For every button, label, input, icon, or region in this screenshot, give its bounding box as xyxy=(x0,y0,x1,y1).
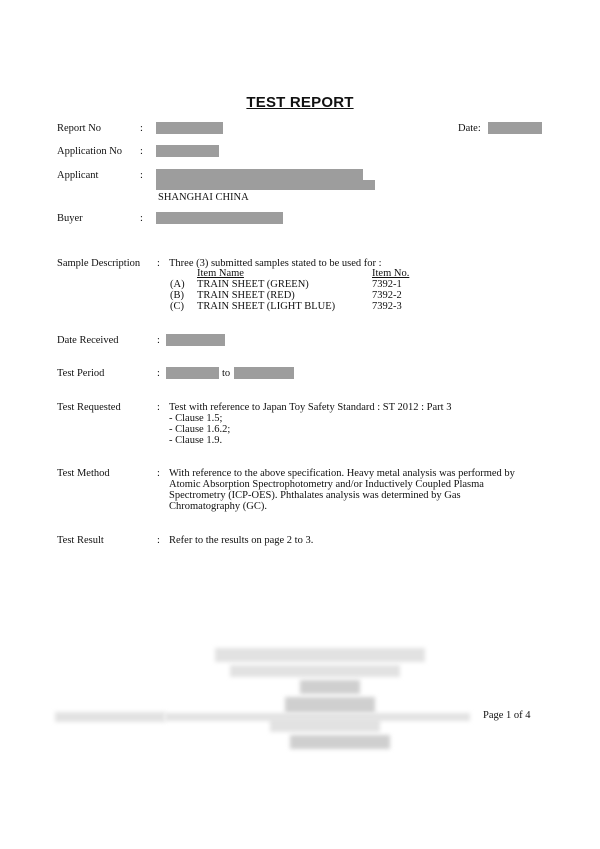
test-period-label: Test Period xyxy=(57,368,105,379)
test-requested-label: Test Requested xyxy=(57,402,121,413)
page-indicator: Page 1 of 4 xyxy=(483,710,531,721)
date-label: Date: xyxy=(458,123,481,134)
clause: - Clause 1.6.2; xyxy=(169,424,231,435)
test-requested-text: Test with reference to Japan Toy Safety Standard : ST 2012 : Part 3 xyxy=(169,402,452,413)
test-period-to: to xyxy=(222,368,231,379)
item-letter: (A) xyxy=(170,279,185,290)
test-method-line: With reference to the above specification. Heavy metal analysis was performed by xyxy=(169,468,515,479)
colon: : xyxy=(157,468,160,479)
test-method-label: Test Method xyxy=(57,468,110,479)
application-no-label: Application No xyxy=(57,146,123,157)
redacted-application-no xyxy=(156,145,219,157)
applicant-label: Applicant xyxy=(57,170,99,181)
clause: - Clause 1.5; xyxy=(169,413,223,424)
sample-description-label: Sample Description xyxy=(57,258,141,269)
applicant-city: SHANGHAI CHINA xyxy=(158,192,249,203)
redacted-applicant-name xyxy=(156,169,363,180)
test-method-line: Atomic Absorption Spectrophotometry and/or Inductively Coupled Plasma xyxy=(169,479,484,490)
sample-description-intro: Three (3) submitted samples stated to be used for : xyxy=(169,258,382,269)
item-name: TRAIN SHEET (GREEN) xyxy=(197,279,309,290)
item-letter: (C) xyxy=(170,301,184,312)
test-result-label: Test Result xyxy=(57,535,104,546)
item-no-header: Item No. xyxy=(372,268,410,279)
item-letter: (B) xyxy=(170,290,184,301)
colon: : xyxy=(157,402,160,413)
redacted-date-received xyxy=(166,334,225,346)
clause: - Clause 1.9. xyxy=(169,435,223,446)
test-method-line: Spectrometry (ICP-OES). Phthalates analysis was determined by Gas xyxy=(169,490,461,501)
buyer-label: Buyer xyxy=(57,213,83,224)
item-name: TRAIN SHEET (RED) xyxy=(197,290,295,301)
item-number: 7392-1 xyxy=(372,279,402,290)
item-name: TRAIN SHEET (LIGHT BLUE) xyxy=(197,301,336,312)
colon: : xyxy=(157,535,160,546)
redacted-test-start xyxy=(166,367,219,379)
redacted-buyer xyxy=(156,212,283,224)
date-received-label: Date Received xyxy=(57,335,119,346)
item-name-header: Item Name xyxy=(197,268,244,279)
redacted-report-no xyxy=(156,122,223,134)
item-number: 7392-3 xyxy=(372,301,402,312)
test-result-text: Refer to the results on page 2 to 3. xyxy=(169,535,314,546)
colon: : xyxy=(140,123,143,134)
colon: : xyxy=(140,170,143,181)
report-title: TEST REPORT xyxy=(246,94,354,111)
colon: : xyxy=(157,335,160,346)
item-number: 7392-2 xyxy=(372,290,402,301)
colon: : xyxy=(140,146,143,157)
test-method-line: Chromatography (GC). xyxy=(169,501,267,512)
redacted-test-end xyxy=(234,367,294,379)
colon: : xyxy=(157,258,160,269)
redacted-applicant-address xyxy=(156,180,375,190)
colon: : xyxy=(157,368,160,379)
colon: : xyxy=(140,213,143,224)
redacted-date xyxy=(488,122,542,134)
report-no-label: Report No xyxy=(57,123,102,134)
